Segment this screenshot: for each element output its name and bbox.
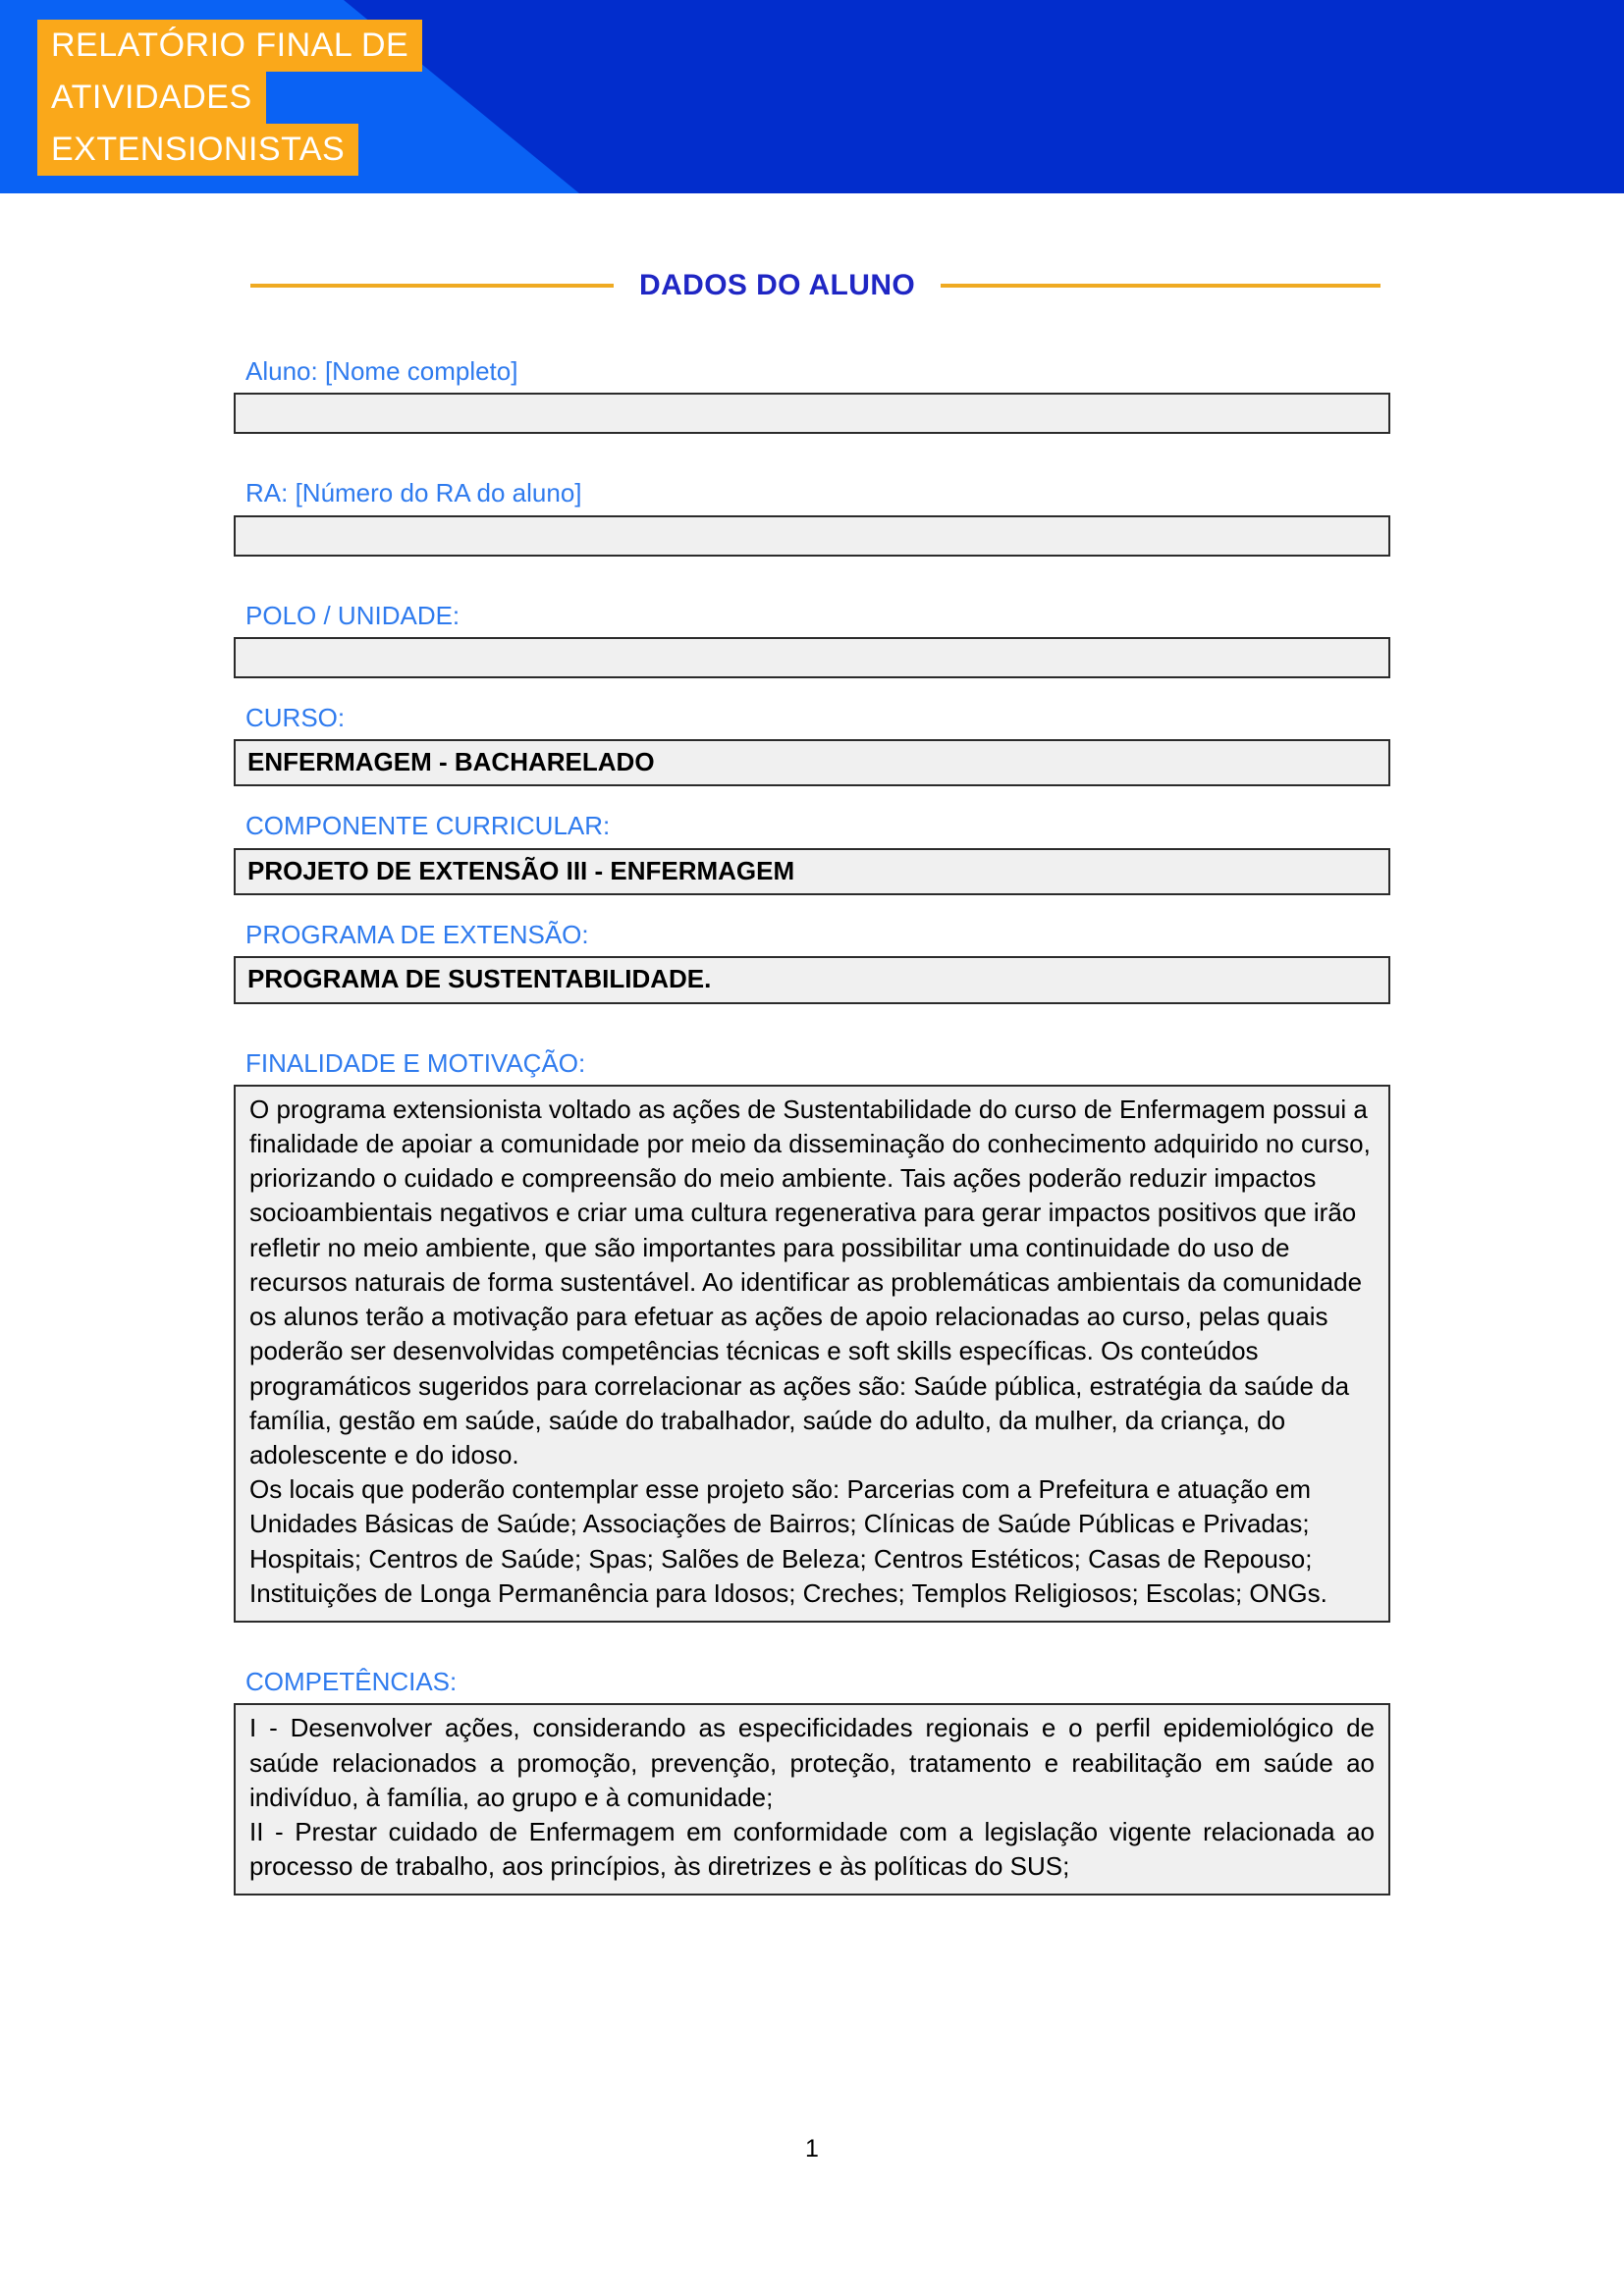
spacer (234, 678, 1390, 702)
spacer (234, 786, 1390, 810)
field-finalidade-e-motivacao (234, 1047, 1390, 1624)
banner-title-line-1: RELATÓRIO FINAL DE (37, 20, 422, 72)
banner-title-block (37, 20, 489, 176)
field-curso-input[interactable] (234, 739, 1390, 786)
spacer (234, 1004, 1390, 1047)
field-componente-curricular-input[interactable] (234, 848, 1390, 895)
field-ra-input[interactable] (234, 515, 1390, 557)
competencias-item-2: II - Prestar cuidado de Enfermagem em conformidade com a legislação vigente relacionada ao processo de trabalho, aos princípios, às diretrizes e às políticas do SUS; (249, 1817, 1375, 1882)
field-componente-curricular (234, 810, 1390, 895)
spacer (234, 1623, 1390, 1666)
form-area (0, 355, 1624, 1896)
spacer (234, 557, 1390, 600)
banner-title-line-3: EXTENSIONISTAS (37, 124, 358, 176)
section-header-dados-do-aluno (0, 269, 1624, 302)
field-polo-unidade-label: POLO / UNIDADE: (245, 600, 460, 630)
field-curso-label: CURSO: (245, 702, 346, 732)
field-competencias-label: COMPETÊNCIAS: (245, 1667, 458, 1697)
field-finalidade-e-motivacao-textarea[interactable] (234, 1085, 1390, 1623)
finalidade-paragraph-2: Os locais que poderão contemplar esse projeto são: Parcerias com a Prefeitura e atuação em Unidades Básicas de Saúde; Associações de Bairros; Clínicas de Saúde Públicas e Privadas; Hospitais; Centros de Saúde; Spas; Salões de Beleza; Centros Estéticos; Casas de Repouso; Instituições de Longa Permanência para Idosos; Creches; Templos Religiosos; Escolas; ONGs. (249, 1474, 1327, 1608)
finalidade-paragraph-1: O programa extensionista voltado as ações de Sustentabilidade do curso de Enfermagem possui a finalidade de apoiar a comunidade por meio da disseminação do conhecimento adquirido no curso, priorizando o cuidado e compreensão do meio ambiente. Tais ações poderão reduzir impactos socioambientais negativos e criar uma cultura regenerativa para gerar impactos positivos que irão refletir no meio ambiente, que são importantes para possibilitar uma continuidade do uso de recursos naturais de forma sustentável. Ao identificar as problemáticas ambientais da comunidade os alunos terão a motivação para efetuar as ações de apoio relacionadas ao curso, pelas quais poderão ser desenvolvidas competências técnicas e soft skills específicas. Os conteúdos programáticos sugeridos para correlacionar as ações são: Saúde pública, estratégia da saúde da família, gestão em saúde, saúde do trabalhador, saúde do adulto, da mulher, da criança, do adolescente e do idoso. (249, 1094, 1371, 1469)
field-programa-de-extensao-value: PROGRAMA DE SUSTENTABILIDADE. (247, 964, 712, 994)
field-curso-value: ENFERMAGEM - BACHARELADO (247, 747, 655, 777)
page-number: 1 (805, 2135, 819, 2163)
field-programa-de-extensao (234, 919, 1390, 1004)
field-ra (234, 477, 1390, 556)
title-rule-left (250, 284, 614, 288)
competencias-item-1: I - Desenvolver ações, considerando as especificidades regionais e o perfil epidemiológico de saúde relacionados a promoção, prevenção, proteção, tratamento e reabilitação em saúde ao indivíduo, à família, ao grupo e à comunidade; (249, 1713, 1375, 1812)
title-rule-right (941, 284, 1380, 288)
field-programa-de-extensao-input[interactable] (234, 956, 1390, 1003)
field-competencias (234, 1666, 1390, 1896)
banner-title-line-2: ATIVIDADES (37, 72, 266, 124)
field-aluno (234, 355, 1390, 434)
field-aluno-label: Aluno: [Nome completo] (245, 356, 518, 386)
header-banner (0, 0, 1624, 193)
field-ra-label: RA: [Número do RA do aluno] (245, 478, 582, 508)
field-competencias-textarea[interactable] (234, 1703, 1390, 1896)
field-polo-unidade (234, 600, 1390, 678)
field-aluno-input[interactable] (234, 393, 1390, 434)
page-title: DADOS DO ALUNO (639, 269, 916, 301)
field-finalidade-e-motivacao-label: FINALIDADE E MOTIVAÇÃO: (245, 1047, 586, 1078)
field-componente-curricular-label: COMPONENTE CURRICULAR: (245, 811, 611, 841)
document-content (0, 193, 1624, 1896)
field-polo-unidade-input[interactable] (234, 637, 1390, 678)
spacer (234, 434, 1390, 477)
field-componente-curricular-value: PROJETO DE EXTENSÃO III - ENFERMAGEM (247, 855, 795, 885)
spacer (234, 895, 1390, 919)
field-curso (234, 702, 1390, 787)
field-programa-de-extensao-label: PROGRAMA DE EXTENSÃO: (245, 919, 589, 949)
